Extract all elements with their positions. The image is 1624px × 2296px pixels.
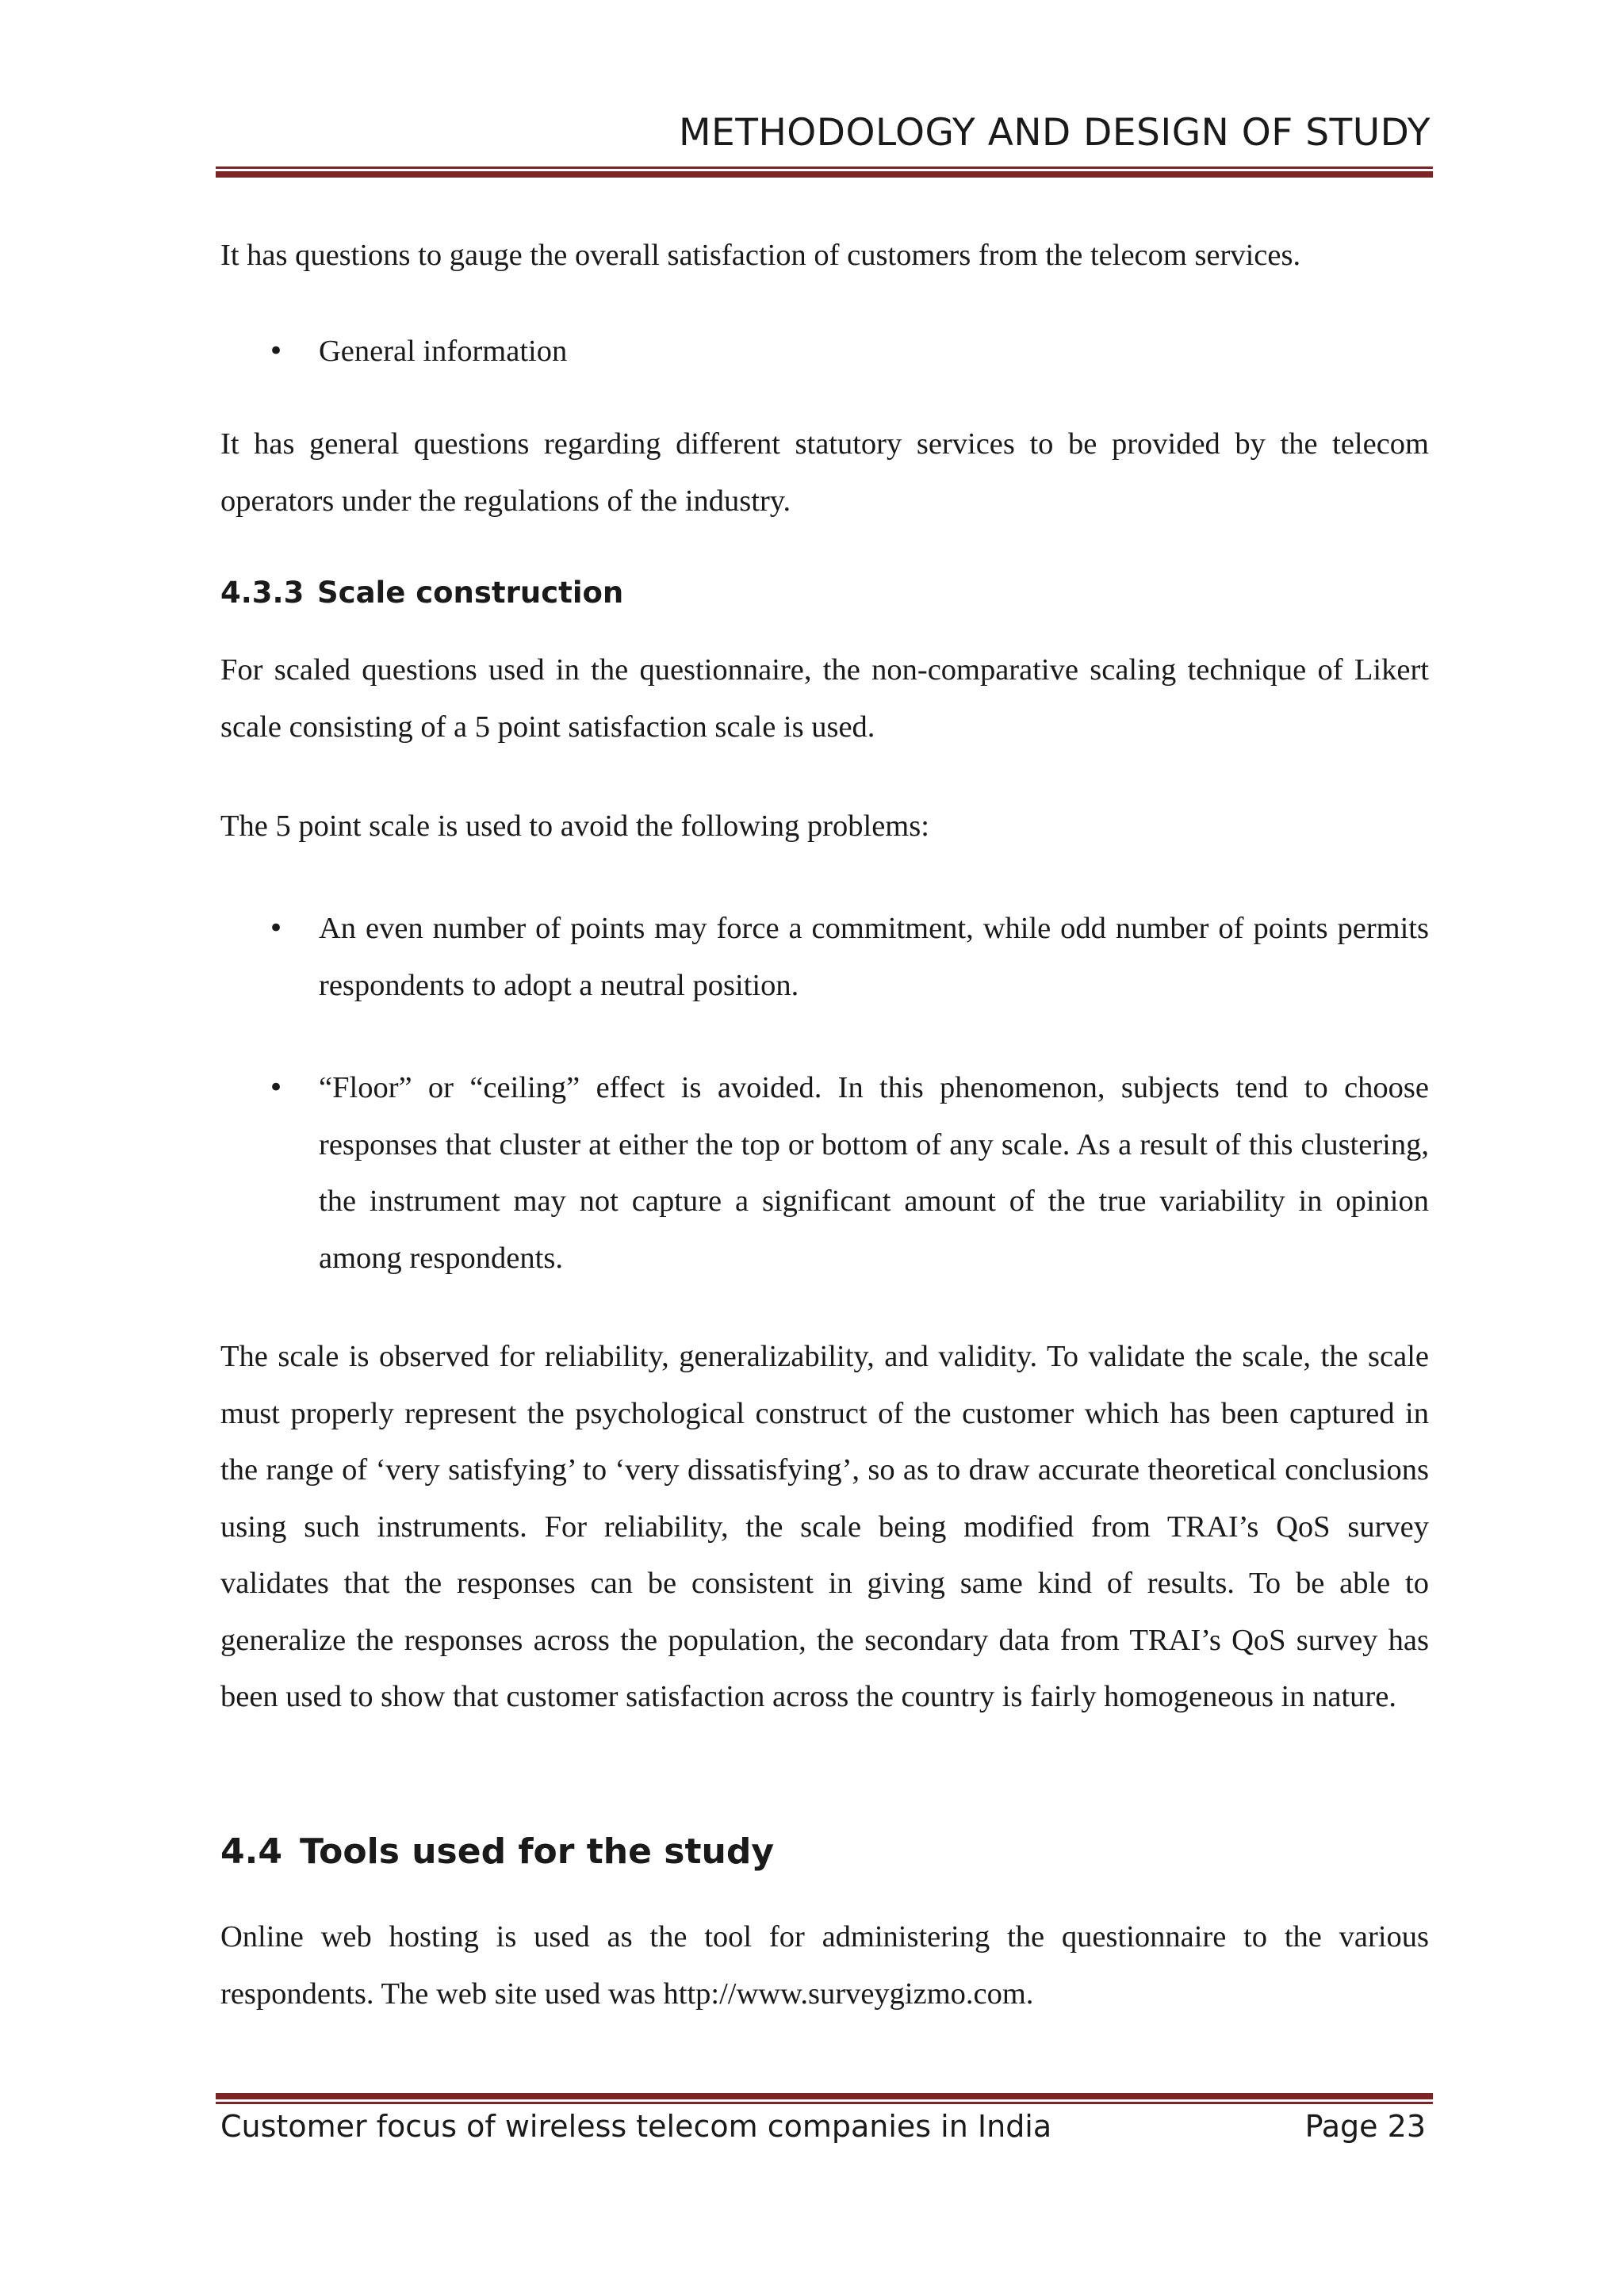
section-title: Tools used for the study (300, 1831, 775, 1872)
section-heading-4-3-3 (220, 576, 623, 610)
section-heading-4-4 (220, 1831, 774, 1872)
bullet-icon: • (268, 335, 285, 367)
page-number: Page 23 (1304, 2109, 1426, 2144)
bullet-even-number (220, 901, 1429, 1014)
section-title: Scale construction (317, 576, 624, 610)
five-point-paragraph: The 5 point scale is used to avoid the following problems: (220, 809, 929, 843)
scale-paragraph: For scaled questions used in the questionnaire, the non-comparative scaling technique of Likert scale consisting of a 5 point satisfaction scale is used. (220, 653, 1429, 744)
header-rule (216, 166, 1433, 178)
intro-paragraph: It has questions to gauge the overall satisfaction of customers from the telecom services. (220, 239, 1301, 272)
bullet-floor-ceiling (220, 1060, 1429, 1287)
section-number: 4.4 (220, 1831, 282, 1872)
footer-rule (216, 2093, 1433, 2104)
general-paragraph: It has general questions regarding different statutory services to be provided by the telecom operators under the regulations of the industry. (220, 427, 1429, 518)
validity-paragraph: The scale is observed for reliability, generalizability, and validity. To validate the scale, the scale must properly represent the psychological construct of the customer which has been captured in the range of ‘very satisfying’ to ‘very dissatisfying’, so as to draw accurate theoretical conclusions using such instruments. For reliability, the scale being modified from TRAI’s QoS survey validates that the responses can be consistent in giving same kind of results. To be able to generalize the responses across the population, the secondary data from TRAI’s QoS survey has been used to show that customer satisfaction across the country is fairly homogeneous in nature. (220, 1340, 1429, 1713)
footer-title: Customer focus of wireless telecom companies in India (220, 2109, 1052, 2144)
bullet-icon: • (268, 913, 285, 944)
bullet-icon: • (268, 1072, 285, 1104)
bullet-text: General information (319, 335, 568, 368)
bullet-text: An even number of points may force a commitment, while odd number of points permits respondents to adopt a neutral position. (319, 912, 1429, 1002)
section-number: 4.3.3 (220, 576, 304, 610)
bullet-text: “Floor” or “ceiling” effect is avoided. In this phenomenon, subjects tend to choose responses that cluster at either the top or bottom of any scale. As a result of this clustering, the instrument may not capture a significant amount of the true variability in opinion among respondents. (319, 1071, 1429, 1275)
running-header: METHODOLOGY AND DESIGN OF STUDY (679, 111, 1431, 155)
tools-paragraph: Online web hosting is used as the tool for administering the questionnaire to the various respondents. The web site used was http://www.surveygizmo.com. (220, 1920, 1429, 2011)
